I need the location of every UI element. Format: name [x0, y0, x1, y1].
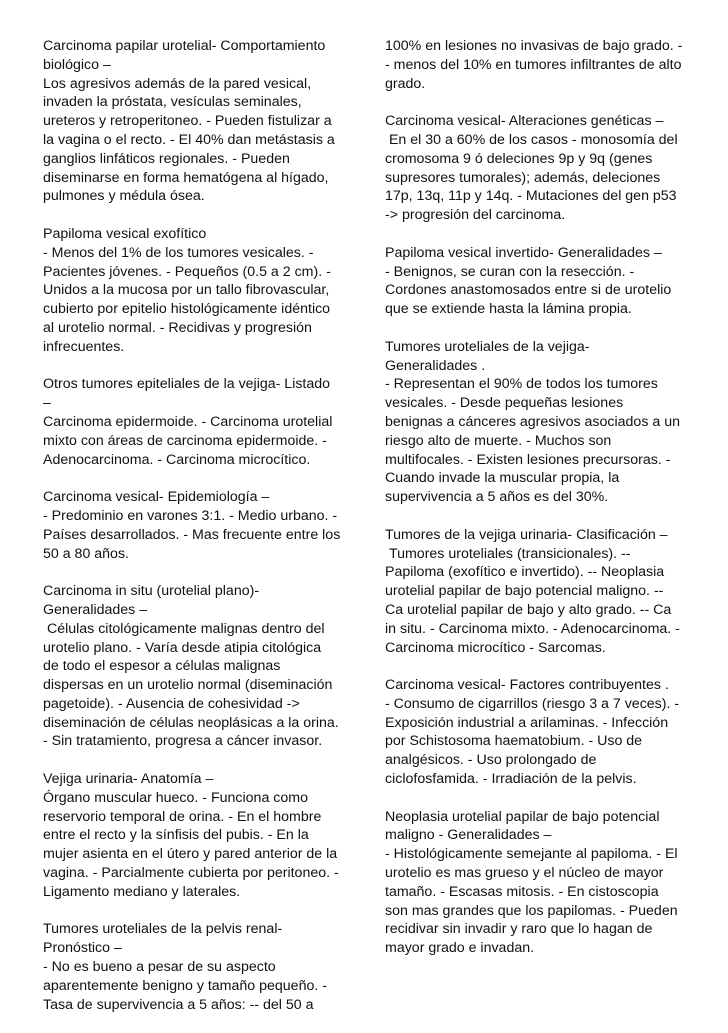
text-line: tamaño. - Escasas mitosis. - En cistoscopia	[385, 883, 659, 900]
text-section	[43, 375, 348, 469]
text-line: Órgano muscular hueco. - Funciona como	[43, 789, 308, 806]
text-line: 17p, 13q, 11p y 14q. - Mutaciones del gen p53	[385, 188, 677, 205]
text-line: in situ. - Carcinoma mixto. - Adenocarcinoma. -	[385, 620, 680, 637]
text-section	[385, 526, 690, 658]
text-line: analgésicos. - Uso prolongado de	[385, 752, 597, 769]
text-line: reservorio temporal de orina. - En el hombre	[43, 808, 322, 825]
text-line: Ligamento mediano y laterales.	[43, 883, 241, 900]
text-line: –	[43, 395, 51, 412]
text-line: mixto con áreas de carcinoma epidermoide. -	[43, 432, 327, 449]
text-line: maligno - Generalidades –	[385, 827, 552, 844]
text-line: invaden la próstata, vesículas seminales,	[43, 94, 302, 111]
text-line: -> progresión del carcinoma.	[385, 207, 566, 224]
text-line: mujer asienta en el útero y pared anterior de la	[43, 846, 338, 863]
text-line: Adenocarcinoma. - Carcinoma microcítico.	[43, 451, 311, 468]
text-section	[43, 770, 348, 902]
text-line: Neoplasia urotelial papilar de bajo potencial	[385, 808, 660, 825]
text-line: Tumores uroteliales de la pelvis renal-	[43, 921, 283, 938]
text-line: urotelio es mas grueso y el núcleo de mayor	[385, 865, 664, 882]
text-section	[385, 112, 690, 225]
left-column	[43, 37, 348, 1033]
text-line: Generalidades .	[385, 357, 486, 374]
text-line: ganglios linfáticos regionales. - Pueden	[43, 150, 290, 167]
text-line: 50 a 80 años.	[43, 545, 129, 562]
text-line: Ca urotelial papilar de bajo y alto grado. -- Ca	[385, 601, 672, 618]
text-line: Tumores uroteliales de la vejiga-	[385, 338, 590, 355]
text-line: Carcinoma vesical- Factores contribuyentes .	[385, 677, 669, 694]
text-line: - Benignos, se curan con la resección. -	[385, 263, 635, 280]
text-section	[385, 808, 690, 958]
text-line: mayor grado e invadan.	[385, 940, 535, 957]
text-line: benignas a cánceres agresivos asociados a un	[385, 413, 680, 430]
text-line: pulmones y médula ósea.	[43, 188, 205, 205]
text-line: multifocales. - Existen lesiones precursoras. -	[385, 451, 671, 468]
text-line: cromosoma 9 ó deleciones 9p y 9q (genes	[385, 150, 653, 167]
text-section	[43, 225, 348, 357]
text-section	[385, 244, 690, 319]
text-line: pagetoide). - Ausencia de cohesividad ->	[43, 695, 300, 712]
text-line: de todo el espesor a células malignas	[43, 658, 281, 675]
text-line: urotelio plano. - Varía desde atipia citológica	[43, 639, 322, 656]
text-line: ureteros y retroperitoneo. - Pueden fistulizar a	[43, 113, 332, 130]
text-line: Tumores de la vejiga urinaria- Clasificación –	[385, 526, 668, 543]
text-line: por Schistosoma haematobium. - Uso de	[385, 733, 643, 750]
text-line: Carcinoma vesical- Epidemiología –	[43, 489, 270, 506]
text-line: diseminarse en forma hematógena al hígado,	[43, 169, 329, 186]
text-line: Papiloma (exofítico e invertido). -- Neoplasia	[385, 564, 665, 581]
text-line: Carcinoma microcítico - Sarcomas.	[385, 639, 606, 656]
text-line: - Predominio en varones 3:1. - Medio urbano. -	[43, 507, 338, 524]
right-column	[385, 37, 690, 977]
text-line: Cordones anastomosados entre si de urotelio	[385, 282, 672, 299]
text-section	[43, 488, 348, 563]
text-line: Generalidades –	[43, 601, 148, 618]
text-line: - Menos del 1% de los tumores vesicales. -	[43, 244, 314, 261]
text-line: Los agresivos además de la pared vesical,	[43, 75, 312, 92]
text-line: diseminación de células neoplásicas a la orina.	[43, 714, 339, 731]
text-line: grado.	[385, 75, 426, 92]
text-line: - menos del 10% en tumores infiltrantes de alto	[385, 56, 682, 73]
text-line: Vejiga urinaria- Anatomía –	[43, 771, 214, 788]
text-line: Tasa de supervivencia a 5 años: -- del 50 a	[43, 996, 314, 1013]
text-line: Cuando invade la muscular propia, la	[385, 470, 620, 487]
text-section	[43, 920, 348, 1014]
text-line: Células citológicamente malignas dentro del	[43, 620, 325, 637]
text-line: - Consumo de cigarrillos (riesgo 3 a 7 veces). -	[385, 695, 680, 712]
text-line: Papiloma vesical exofítico	[43, 225, 207, 242]
text-line: al urotelio normal. - Recidivas y progresión	[43, 319, 312, 336]
text-line: Unidos a la mucosa por un tallo fibrovascular,	[43, 282, 330, 299]
text-line: Carcinoma vesical- Alteraciones genéticas –	[385, 113, 664, 130]
text-line: vagina. - Parcialmente cubierta por peritoneo. -	[43, 865, 339, 882]
text-line: supresores tumorales); además, deleciones	[385, 169, 661, 186]
text-line: infrecuentes.	[43, 338, 125, 355]
text-line: Papiloma vesical invertido- Generalidades –	[385, 244, 662, 261]
text-line: riesgo alto de muerte. - Muchos son	[385, 432, 612, 449]
text-section	[385, 338, 690, 507]
text-line: Tumores uroteliales (transicionales). --	[385, 545, 631, 562]
text-line: Países desarrollados. - Mas frecuente entre los	[43, 526, 341, 543]
text-section	[385, 37, 690, 93]
text-line: ciclofosfamida. - Irradiación de la pelvis.	[385, 771, 637, 788]
text-line: - Sin tratamiento, progresa a cáncer invasor.	[43, 733, 323, 750]
text-line: Carcinoma epidermoide. - Carcinoma urotelial	[43, 413, 333, 430]
text-line: urotelial papilar de bajo potencial maligno. --	[385, 583, 664, 600]
text-line: Carcinoma in situ (urotelial plano)-	[43, 583, 260, 600]
text-line: - No es bueno a pesar de su aspecto	[43, 959, 276, 976]
text-line: Otros tumores epiteliales de la vejiga- Listado	[43, 376, 331, 393]
text-line: - Representan el 90% de todos los tumores	[385, 376, 658, 393]
text-section	[43, 37, 348, 206]
text-line: que se extiende hasta la lámina propia.	[385, 301, 632, 318]
text-line: Exposición industrial a arilaminas. - Infección	[385, 714, 669, 731]
text-section	[385, 676, 690, 789]
text-line: cubierto por epitelio histológicamente idéntico	[43, 301, 331, 318]
text-line: supervivencia a 5 años es del 30%.	[385, 489, 609, 506]
text-line: la vagina o el recto. - El 40% dan metástasis a	[43, 131, 335, 148]
text-line: Pronóstico –	[43, 940, 122, 957]
text-line: 100% en lesiones no invasivas de bajo grado. -	[385, 38, 683, 54]
text-line: dispersas en un urotelio normal (diseminación	[43, 677, 333, 694]
text-line: En el 30 a 60% de los casos - monosomía del	[385, 131, 678, 148]
text-line: Pacientes jóvenes. - Pequeños (0.5 a 2 cm). -	[43, 263, 331, 280]
text-line: entre el recto y la sínfisis del pubis. - En la	[43, 827, 309, 844]
text-section	[43, 582, 348, 751]
text-line: Carcinoma papilar urotelial- Comportamiento	[43, 38, 326, 54]
text-line: aparentemente benigno y tamaño pequeño. -	[43, 977, 327, 994]
text-line: biológico –	[43, 56, 111, 73]
text-line: son mas grandes que los papilomas. - Pueden	[385, 902, 678, 919]
text-line: - Histológicamente semejante al papiloma. - El	[385, 846, 678, 863]
text-line: vesicales. - Desde pequeñas lesiones	[385, 395, 624, 412]
text-line: recidivar sin invadir y raro que lo hagan de	[385, 921, 653, 938]
